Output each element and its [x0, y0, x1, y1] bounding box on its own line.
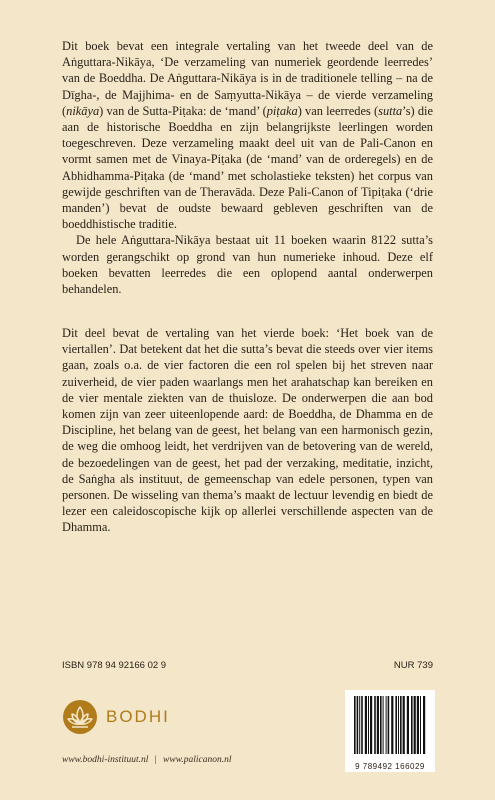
paragraph-structure: De hele Aṅguttara-Nikāya bestaat uit 11 boeken waarin 8122 sutta’s worden gerangschikt op grond van hun numerieke inhoud. Deze elf boeken bevatten leerredes die een oplopend aantal onderwerpen behandelen.: [62, 233, 433, 297]
text-run: ’s) die aan de historische Boeddha en zijn belangrijkste leerlingen worden toegeschreven. Deze verzameling maakt deel uit van de Pali-Canon en vormt samen met de Vinaya-Piṭaka (de ‘mand’ van de orderegels) en de Abhidhamma-Piṭaka (de ‘mand’ met scholastieke teksten) het corpus van gewijde geschriften van de Theravāda. Deze Pali-Canon of Tipiṭaka (‘drie manden’) bevat de oudste bewaard gebleven geschriften van de boeddhistische traditie.: [62, 103, 433, 232]
barcode-bar: [386, 696, 387, 754]
website-links: [62, 755, 232, 765]
barcode-bar: [383, 696, 384, 754]
isbn-text: ISBN 978 94 92166 02 9: [62, 660, 167, 671]
italic-term: nikāya: [66, 103, 100, 118]
barcode-bar: [411, 696, 413, 754]
barcode-bar: [377, 696, 379, 754]
lotus-icon: [62, 699, 98, 735]
barcode-bar: [400, 696, 402, 754]
url-palicanon[interactable]: www.palicanon.nl: [163, 755, 232, 765]
description-block-1: [62, 38, 433, 297]
description-block-2: [62, 325, 433, 536]
paragraph-intro: [62, 38, 433, 232]
barcode-bar: [417, 696, 419, 754]
italic-term: sutta: [378, 103, 403, 118]
barcode-bar: [361, 696, 363, 754]
publisher-logo: [62, 699, 170, 735]
barcode-bar: [403, 696, 405, 754]
text-run: ) van leerredes (: [297, 103, 379, 118]
barcode-bar: [374, 696, 376, 754]
publisher-name: BODHI: [106, 707, 170, 726]
barcode-bar: [354, 696, 356, 754]
barcode: [345, 690, 435, 772]
isbn-row: [62, 660, 433, 671]
barcode-bar: [423, 696, 425, 754]
url-separator: |: [154, 755, 157, 765]
text-run: Dit boek bevat een integrale vertaling van het tweede deel van de Aṅguttara-Nikāya, ‘De verzameling van numeriek geordende leerredes’ van de Boeddha. De Aṅguttara-Nikāya is in de traditionele telling – na de Dīgha-, de Majjhima- en de Saṃyutta-Nikāya – de vierde verzameling (: [62, 39, 433, 118]
barcode-bar: [388, 696, 390, 754]
barcode-bar: [398, 696, 399, 754]
barcode-bar: [420, 696, 421, 754]
barcode-bar: [380, 696, 382, 754]
barcode-bar: [370, 696, 372, 754]
italic-term: piṭaka: [266, 103, 298, 118]
barcode-icon: [350, 696, 430, 756]
barcode-bar: [407, 696, 409, 754]
text-run: ) van de Sutta-Piṭaka: de ‘mand’ (: [99, 103, 267, 118]
barcode-bar: [357, 696, 359, 754]
barcode-bar: [395, 696, 397, 754]
url-bodhi[interactable]: www.bodhi-instituut.nl: [62, 755, 149, 765]
nur-text: NUR 739: [393, 660, 433, 671]
paragraph-contents: Dit deel bevat de vertaling van het vierde boek: ‘Het boek van de viertallen’. Dat betekent dat het die sutta’s bevat die steeds over vier items gaan, zoals o.a. de vier factoren die een rol spelen bij het streven naar zuiverheid, de vier paden waarlangs men het arahatschap kan bereiken en de vier mentale ziekten van de thuisloze. De onderwerpen die aan bod komen zijn van zeer uiteenlopende aard: de Boeddha, de Dhamma en de Discipline, het belang van de geest, het belang van een harmonisch gezin, de weg die omhoog leidt, het verdrijven van de betovering van de wereld, de bezoedelingen van de geest, het pad der verzaking, meditatie, inzicht, de Saṅgha als instituut, de gemeenschap van edele personen, typen van personen. De wisseling van thema’s maakt de lectuur levendig en biedt de lezer een caleidoscopische kijk op allerlei verschillende aspecten van de Dhamma.: [62, 326, 433, 535]
barcode-number: 9 789492 166029: [355, 762, 425, 771]
barcode-bar: [365, 696, 367, 754]
barcode-bar: [391, 696, 393, 754]
barcode-bar: [414, 696, 416, 754]
barcode-bar: [359, 696, 360, 754]
barcode-bar: [368, 696, 369, 754]
